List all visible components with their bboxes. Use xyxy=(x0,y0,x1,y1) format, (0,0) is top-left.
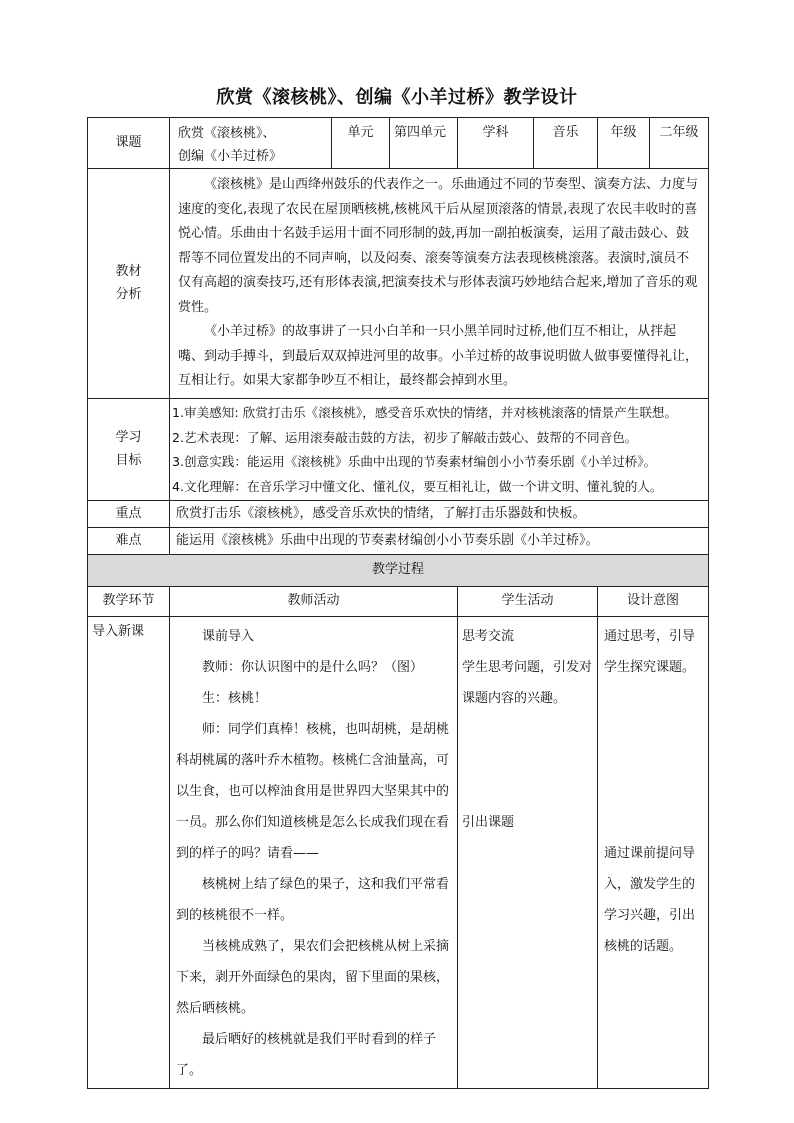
grade-label: 年级 xyxy=(598,118,650,169)
key-point-label: 重点 xyxy=(88,501,170,528)
process-heading: 教学过程 xyxy=(88,555,709,587)
teacher-line-5: 核桃树上结了绿色的果子，这和我们平常看到的核桃很不一样。 xyxy=(176,877,450,923)
goals-row xyxy=(88,399,709,501)
key-point-row xyxy=(88,501,709,528)
difficulty-label: 难点 xyxy=(88,528,170,555)
difficulty-row xyxy=(88,528,709,555)
topic-label: 课题 xyxy=(88,118,170,169)
teacher-line-2: 教师：你认识图中的是什么吗？（图） xyxy=(202,660,424,675)
intent-text-1: 通过思考，引导学生探究课题。 xyxy=(604,629,696,675)
topic-line-2: 创编《小羊过桥》 xyxy=(178,149,283,164)
analysis-paragraph-2: 《小羊过桥》的故事讲了一只小白羊和一只小黑羊同时过桥,他们互不相让，从拌起嘴、到动手搏斗，到最后双双掉进河里的故事。小羊过桥的故事说明做人做事要懂得礼让，互相让行。如果大家都争吵互不相让，最终都会掉到水里。 xyxy=(178,324,699,388)
col-header-stage: 教学环节 xyxy=(88,587,170,617)
col-header-teacher: 教师活动 xyxy=(170,587,458,617)
goal-item-2: 2.艺术表现：了解、运用滚奏敲击鼓的方法，初步了解敲击鼓心、鼓帮的不同音色。 xyxy=(172,429,638,445)
student-text-3: 引出课题 xyxy=(462,815,515,830)
process-column-headers xyxy=(88,587,709,617)
design-intent xyxy=(598,617,709,1089)
goal-item-3: 3.创意实践：能运用《滚核桃》乐曲中出现的节奏素材编创小小节奏乐剧《小羊过桥》。 xyxy=(172,454,657,469)
subject-value: 音乐 xyxy=(534,118,598,169)
analysis-content xyxy=(170,169,709,399)
process-heading-row xyxy=(88,555,709,587)
analysis-paragraph-1: 《滚核桃》是山西绛州鼓乐的代表作之一。乐曲通过不同的节奏型、演奏方法、力度与速度的变化,表现了农民在屋顶晒核桃,核桃风干后从屋顶滚落的情景,表现了农民丰收时的喜悦心情。乐曲由十名鼓手运用十面不同形制的鼓,再加一副拍板演奏，运用了敲击鼓心、鼓帮等不同位置发出的不同声响，以及闷奏、滚奏等演奏方法表现核桃滚落。表演时,演员不仅有高超的演奏技巧,还有形体表演,把演奏技术与形体表演巧妙地结合起来,增加了音乐的观赏性。 xyxy=(178,177,699,315)
unit-label: 单元 xyxy=(332,118,390,169)
subject-label: 学科 xyxy=(458,118,534,169)
col-header-student: 学生活动 xyxy=(458,587,598,617)
analysis-label-line-1: 教材 xyxy=(115,263,142,279)
teacher-line-6: 当核桃成熟了，果农们会把核桃从树上采摘下来，剥开外面绿色的果肉，留下里面的果核，然后晒核桃。 xyxy=(176,939,450,1016)
grade-value: 二年级 xyxy=(650,118,709,169)
lesson-plan-table xyxy=(87,117,709,1089)
stage-cell: 导入新课 xyxy=(88,617,170,1089)
key-point-text: 欣赏打击乐《滚核桃》，感受音乐欢快的情绪，了解打击乐器鼓和快板。 xyxy=(170,501,709,528)
teacher-line-3: 生：核桃！ xyxy=(202,691,268,706)
goal-item-4: 4.文化理解：在音乐学习中懂文化、懂礼仪，要互相礼让，做一个讲文明、懂礼貌的人。 xyxy=(172,478,663,494)
goals-content xyxy=(170,399,709,501)
student-activity xyxy=(458,617,598,1089)
analysis-label-line-2: 分析 xyxy=(115,286,142,302)
topic-value xyxy=(170,118,332,169)
student-text-1: 思考交流 xyxy=(462,629,515,644)
unit-value: 第四单元 xyxy=(390,118,458,169)
goals-label-line-1: 学习 xyxy=(115,429,142,445)
teacher-line-4: 师：同学们真棒！核桃，也叫胡桃，是胡桃科胡桃属的落叶乔木植物。核桃仁含油量高，可以生食，也可以榨油食用是世界四大坚果其中的一员。那么你们知道核桃是怎么长成我们现在看到的样子的吗？请看—— xyxy=(176,722,450,861)
goal-item-1: 1.审美感知: 欣赏打击乐《滚核桃》，感受音乐欢快的情绪，并对核桃滚落的情景产生联想。 xyxy=(172,405,678,420)
document-title: 欣赏《滚核桃》、创编《小羊过桥》教学设计 xyxy=(216,87,578,108)
analysis-label xyxy=(88,169,170,399)
intent-text-2: 通过课前提问导入，激发学生的学习兴趣，引出核桃的话题。 xyxy=(604,846,696,954)
student-text-2: 学生思考问题，引发对课题内容的兴趣。 xyxy=(462,660,593,706)
analysis-row xyxy=(88,169,709,399)
process-row-intro xyxy=(88,617,709,1089)
teacher-activity xyxy=(170,617,458,1089)
teacher-line-1: 课前导入 xyxy=(202,629,255,644)
goals-label-line-2: 目标 xyxy=(115,452,142,468)
difficulty-text: 能运用《滚核桃》乐曲中出现的节奏素材编创小小节奏乐剧《小羊过桥》。 xyxy=(170,528,709,555)
topic-line-1: 欣赏《滚核桃》、 xyxy=(178,126,276,141)
col-header-intent: 设计意图 xyxy=(598,587,709,617)
goals-label xyxy=(88,399,170,501)
teacher-line-7: 最后晒好的核桃就是我们平时看到的样子了。 xyxy=(176,1032,437,1078)
header-row xyxy=(88,118,709,169)
